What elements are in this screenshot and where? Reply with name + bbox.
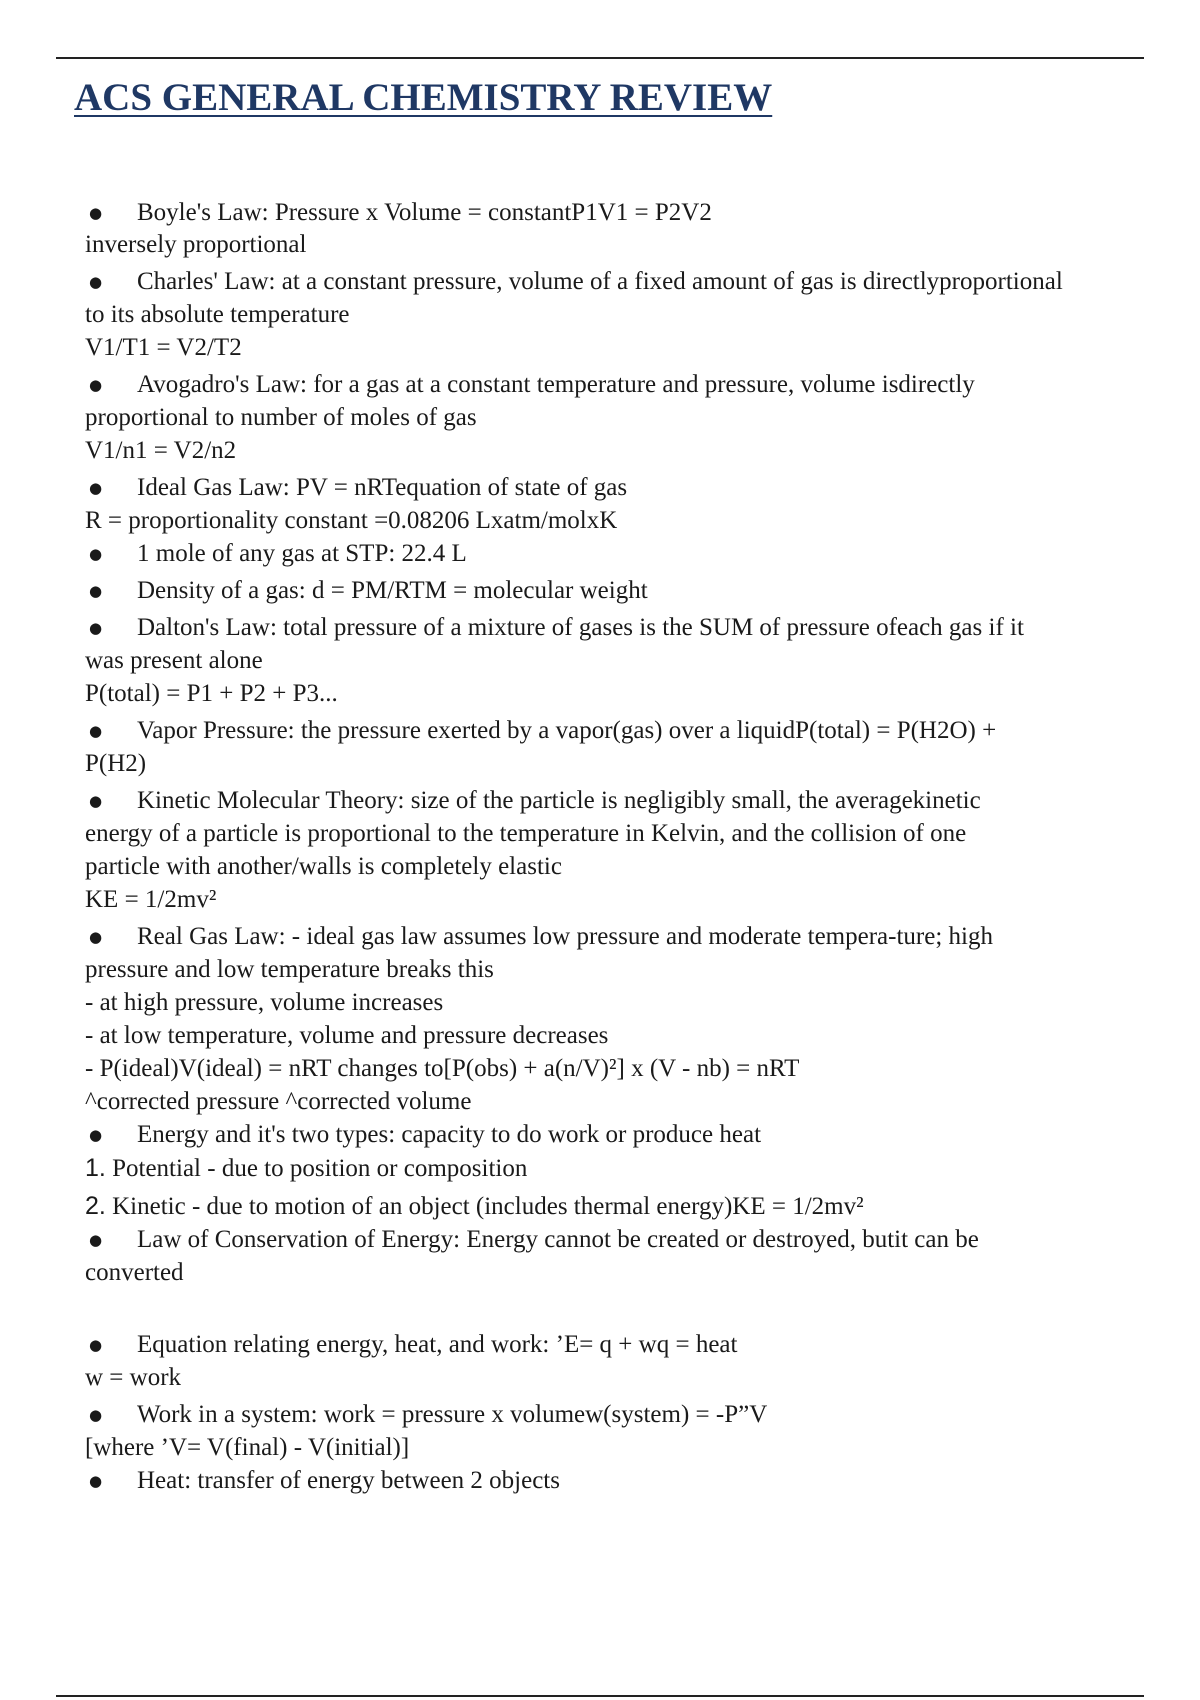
bullet-kinetic-molecular-theory: ● Kinetic Molecular Theory: size of the particle is negligibly small, the averagekinetic xyxy=(85,785,1145,817)
bullet-charles-law: ● Charles' Law: at a constant pressure, volume of a fixed amount of gas is directlyproportional xyxy=(85,266,1145,298)
bullet-energy-types: ● Energy and it's two types: capacity to do work or produce heat xyxy=(85,1119,1145,1151)
bullet-ideal-gas-law: ● Ideal Gas Law: PV = nRTequation of state of gas xyxy=(85,472,1145,504)
text-line: V1/T1 = V2/T2 xyxy=(85,334,242,361)
text-line: w = work xyxy=(85,1364,182,1391)
text-line: [where ’V= V(final) - V(initial)] xyxy=(85,1434,410,1461)
bullet-boyles-law: ● Boyle's Law: Pressure x Volume = constantP1V1 = P2V2 xyxy=(85,197,1145,229)
list-item-text: Potential - due to position or composition xyxy=(112,1155,528,1182)
top-rule xyxy=(56,57,1144,59)
bullet-density-of-gas: ● Density of a gas: d = PM/RTM = molecular weight xyxy=(85,575,1145,607)
text-line: - at high pressure, volume increases xyxy=(85,989,444,1016)
document-body xyxy=(85,197,1145,1497)
bullet-work-in-system: ● Work in a system: work = pressure x volumew(system) = -P”V xyxy=(85,1399,1145,1431)
text-line: - P(ideal)V(ideal) = nRT changes to[P(obs) + a(n/V)²] x (V - nb) = nRT xyxy=(85,1055,800,1082)
text-line: proportional to number of moles of gas xyxy=(85,404,477,431)
numbered-item xyxy=(85,1152,1145,1185)
list-item-text: Kinetic - due to motion of an object (includes thermal energy)KE = 1/2mv² xyxy=(112,1193,864,1220)
text-line: - at low temperature, volume and pressure decreases xyxy=(85,1022,609,1049)
list-number: 2. xyxy=(85,1192,106,1220)
bottom-rule xyxy=(56,1695,1144,1697)
bullet-energy-heat-work: ● Equation relating energy, heat, and work: ’E= q + wq = heat xyxy=(85,1329,1145,1361)
text-line: energy of a particle is proportional to the temperature in Kelvin, and the collision of one xyxy=(85,820,967,847)
text-line: KE = 1/2mv² xyxy=(85,886,217,913)
bullet-conservation-of-energy: ● Law of Conservation of Energy: Energy cannot be created or destroyed, butit can be xyxy=(85,1224,1145,1256)
bullet-daltons-law: ● Dalton's Law: total pressure of a mixture of gases is the SUM of pressure ofeach gas if it xyxy=(85,612,1145,644)
text-line: R = proportionality constant =0.08206 Lxatm/molxK xyxy=(85,507,618,534)
list-number: 1. xyxy=(85,1154,106,1182)
numbered-item xyxy=(85,1190,1145,1223)
bullet-avogadros-law: ● Avogadro's Law: for a gas at a constant temperature and pressure, volume isdirectly xyxy=(85,369,1145,401)
text-line: P(H2) xyxy=(85,750,147,777)
bullet-heat: ● Heat: transfer of energy between 2 objects xyxy=(85,1465,1145,1497)
document-title: ACS GENERAL CHEMISTRY REVIEW xyxy=(74,76,773,119)
text-line: converted xyxy=(85,1259,184,1286)
text-line: V1/n1 = V2/n2 xyxy=(85,437,237,464)
text-line: pressure and low temperature breaks this xyxy=(85,956,494,983)
text-line: inversely proportional xyxy=(85,231,307,258)
text-line: was present alone xyxy=(85,647,263,674)
text-line: particle with another/walls is completely elastic xyxy=(85,853,562,880)
text-line: P(total) = P1 + P2 + P3... xyxy=(85,680,338,707)
bullet-vapor-pressure: ● Vapor Pressure: the pressure exerted by a vapor(gas) over a liquidP(total) = P(H2O) + xyxy=(85,715,1145,747)
text-line: ^corrected pressure ^corrected volume xyxy=(85,1088,472,1115)
bullet-real-gas-law: ● Real Gas Law: - ideal gas law assumes low pressure and moderate tempera-ture; high xyxy=(85,921,1145,953)
text-line: to its absolute temperature xyxy=(85,301,350,328)
bullet-mole-at-stp: ● 1 mole of any gas at STP: 22.4 L xyxy=(85,538,1145,570)
